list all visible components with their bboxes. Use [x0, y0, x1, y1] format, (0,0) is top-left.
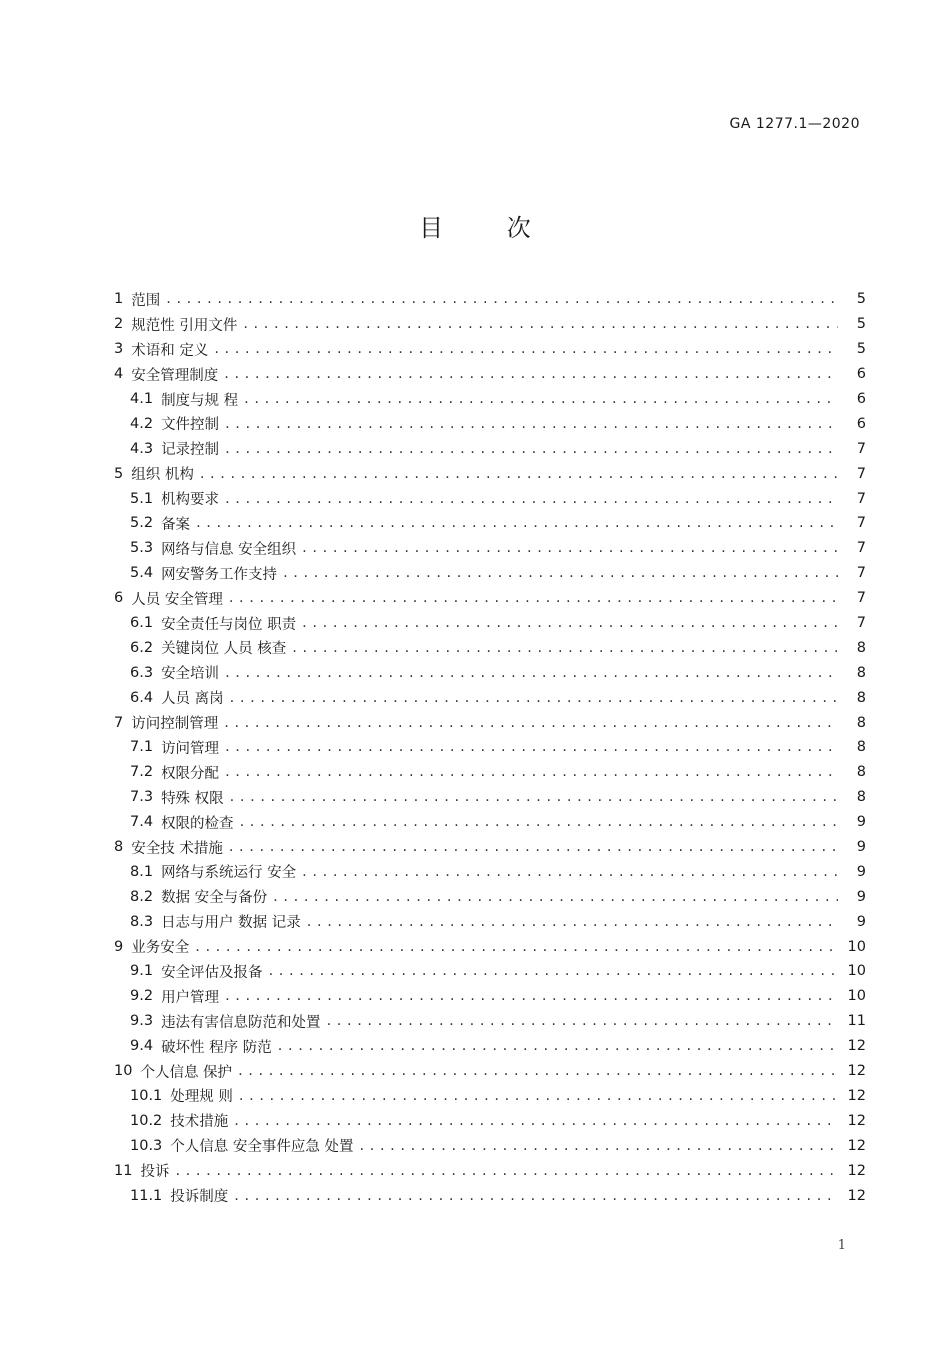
- toc-entry-number: 9.3: [130, 1013, 154, 1030]
- toc-entry-number: 4.2: [130, 415, 154, 432]
- toc-entry-title: 网安警务工作支持: [161, 566, 278, 583]
- toc-entry-title: 特殊 权限: [161, 790, 224, 807]
- dot-leader: [327, 1013, 838, 1029]
- dot-leader: [244, 391, 838, 407]
- toc-entry-number: 4.1: [130, 391, 154, 407]
- dot-leader: [175, 1163, 838, 1179]
- toc-entry-page: 7: [856, 490, 866, 507]
- toc-entry-number: 6.3: [130, 664, 154, 681]
- dot-leader: [225, 665, 838, 681]
- dot-leader: [200, 466, 838, 482]
- toc-entry-page: 8: [856, 714, 866, 731]
- toc-entry-page: 5: [856, 341, 866, 358]
- dot-leader: [239, 1088, 838, 1104]
- toc-entry-title: 权限分配: [161, 765, 220, 782]
- toc-entry-page: 8: [856, 739, 866, 756]
- dot-leader: [225, 988, 838, 1004]
- toc-entry[interactable]: [114, 337, 866, 362]
- toc-entry-page: 10: [847, 988, 866, 1005]
- toc-entry-title: 个人信息 安全事件应急 处置: [170, 1139, 354, 1156]
- toc-entry-title: 数据 安全与备份: [161, 890, 268, 907]
- toc-entry-page: 9: [856, 839, 866, 856]
- toc-entry-title: 访问控制管理: [131, 716, 219, 733]
- toc-entry-page: 7: [856, 440, 866, 457]
- toc-entry-page: 9: [856, 863, 866, 880]
- toc-entry-title: 备案: [161, 516, 191, 533]
- toc-entry-number: 9.4: [130, 1038, 154, 1055]
- toc-entry[interactable]: [114, 411, 866, 436]
- toc-entry-number: 11.1: [130, 1187, 163, 1204]
- toc-entry-title: 术语和 定义: [131, 342, 209, 359]
- toc-entry-title: 规范性 引用文件: [131, 317, 238, 334]
- toc-entry-page: 12: [847, 1087, 866, 1104]
- toc-entry-page: 12: [847, 1038, 866, 1055]
- toc-entry-number: 8.3: [130, 913, 154, 930]
- toc-entry-title: 投诉: [140, 1164, 170, 1181]
- toc-entry[interactable]: [114, 1158, 866, 1183]
- dot-leader: [302, 540, 838, 556]
- toc-entry[interactable]: [114, 1108, 866, 1133]
- dot-leader: [195, 939, 838, 955]
- toc-entry-title: 人员 离岗: [161, 691, 224, 708]
- toc-entry-page: 8: [856, 664, 866, 681]
- dot-leader: [302, 615, 838, 631]
- toc-entry[interactable]: [114, 835, 866, 860]
- toc-entry-page: 6: [856, 391, 866, 407]
- toc-entry-title: 机构要求: [161, 492, 220, 509]
- toc-entry-title: 破坏性 程序 防范: [161, 1039, 272, 1056]
- toc-entry-number: 1: [114, 291, 124, 308]
- toc-entry-title: 安全责任与岗位 职责: [161, 616, 297, 633]
- dot-leader: [234, 1188, 838, 1204]
- toc-entry-number: 10.1: [130, 1087, 163, 1104]
- toc-entry-page: 7: [856, 590, 866, 607]
- toc-entry-page: 12: [847, 1112, 866, 1129]
- toc-entry-number: 5: [114, 465, 124, 482]
- toc-entry[interactable]: [114, 561, 866, 586]
- toc-entry-page: 12: [847, 1162, 866, 1179]
- dot-leader: [360, 1138, 838, 1154]
- toc-entry-number: 5.3: [130, 540, 154, 557]
- toc-entry-number: 4.3: [130, 440, 154, 457]
- dot-leader: [234, 1113, 838, 1129]
- toc-entry[interactable]: [114, 984, 866, 1009]
- toc-entry-page: 7: [856, 565, 866, 582]
- dot-leader: [196, 515, 838, 531]
- toc-entry-number: 11: [114, 1162, 133, 1179]
- toc-entry[interactable]: [114, 934, 866, 959]
- toc-entry-number: 7: [114, 714, 124, 731]
- page-title: 目 次: [419, 214, 559, 242]
- toc-entry-title: 制度与规 程: [161, 392, 239, 409]
- toc-entry-page: 5: [856, 291, 866, 308]
- dot-leader: [229, 590, 838, 606]
- toc-entry-number: 7.4: [130, 814, 154, 831]
- toc-entry[interactable]: [114, 1009, 866, 1034]
- toc-entry-page: 9: [856, 814, 866, 831]
- toc-entry[interactable]: [114, 1059, 866, 1084]
- toc-entry-page: 12: [847, 1137, 866, 1154]
- toc-entry-number: 5.4: [130, 565, 154, 582]
- toc-entry[interactable]: [114, 486, 866, 511]
- toc-entry[interactable]: [114, 387, 866, 412]
- dot-leader: [302, 864, 838, 880]
- toc-entry[interactable]: [114, 859, 866, 884]
- toc-entry[interactable]: [114, 735, 866, 760]
- toc-entry-page: 7: [856, 540, 866, 557]
- toc-entry[interactable]: [114, 1034, 866, 1059]
- toc-entry-number: 4: [114, 366, 124, 383]
- toc-entry[interactable]: [114, 1084, 866, 1109]
- toc-entry[interactable]: [114, 710, 866, 735]
- toc-entry[interactable]: [114, 1183, 866, 1208]
- toc-entry-number: 7.1: [130, 739, 154, 756]
- toc-entry-number: 7.2: [130, 764, 154, 781]
- toc-entry-title: 投诉制度: [170, 1189, 229, 1205]
- toc-entry-title: 网络与系统运行 安全: [161, 865, 297, 882]
- toc-entry-page: 8: [856, 689, 866, 706]
- page-number: 1: [837, 1238, 846, 1253]
- toc-entry-page: 12: [847, 1187, 866, 1204]
- dot-leader: [307, 914, 838, 930]
- toc-entry[interactable]: [114, 685, 866, 710]
- toc-entry[interactable]: [114, 586, 866, 611]
- toc-entry-number: 3: [114, 341, 124, 358]
- toc-entry[interactable]: [114, 785, 866, 810]
- dot-leader: [225, 764, 838, 780]
- toc-entry[interactable]: [114, 287, 866, 312]
- toc-entry-page: 9: [856, 913, 866, 930]
- toc-entry-number: 8.1: [130, 863, 154, 880]
- toc-entry-title: 处理规 则: [170, 1089, 233, 1106]
- toc-entry-page: 8: [856, 639, 866, 656]
- toc-entry-title: 范围: [131, 292, 161, 309]
- toc-entry-title: 人员 安全管理: [131, 591, 223, 608]
- toc-entry-page: 12: [847, 1063, 866, 1080]
- toc-entry[interactable]: [114, 760, 866, 785]
- toc-entry[interactable]: [114, 635, 866, 660]
- toc-entry[interactable]: [114, 461, 866, 486]
- dot-leader: [166, 291, 838, 307]
- toc-entry-number: 9.1: [130, 963, 154, 980]
- toc-entry-number: 6.1: [130, 615, 154, 632]
- toc-entry-page: 8: [856, 764, 866, 781]
- toc-entry[interactable]: [114, 909, 866, 934]
- table-of-contents: [114, 287, 866, 1208]
- toc-entry-number: 10.2: [130, 1112, 163, 1129]
- dot-leader: [229, 839, 838, 855]
- dot-leader: [273, 889, 838, 905]
- toc-entry-page: 7: [856, 515, 866, 532]
- dot-leader: [238, 1063, 838, 1079]
- toc-entry-title: 用户管理: [161, 989, 220, 1006]
- standard-code: GA 1277.1—2020: [729, 116, 860, 132]
- toc-entry-number: 6.2: [130, 639, 154, 656]
- dot-leader: [230, 789, 838, 805]
- toc-entry-title: 关键岗位 人员 核查: [161, 641, 287, 658]
- toc-entry-title: 记录控制: [161, 442, 220, 459]
- dot-leader: [225, 416, 838, 432]
- toc-entry-title: 权限的检查: [161, 815, 234, 832]
- toc-entry[interactable]: [114, 1133, 866, 1158]
- toc-entry[interactable]: [114, 959, 866, 984]
- toc-entry-number: 8.2: [130, 888, 154, 905]
- dot-leader: [240, 814, 838, 830]
- toc-entry-number: 6: [114, 590, 124, 607]
- toc-entry-page: 7: [856, 465, 866, 482]
- toc-entry-number: 6.4: [130, 689, 154, 706]
- dot-leader: [283, 565, 838, 581]
- toc-entry-title: 访问管理: [161, 740, 220, 757]
- dot-leader: [292, 640, 838, 656]
- dot-leader: [230, 690, 838, 706]
- toc-entry-number: 10.3: [130, 1137, 163, 1154]
- toc-entry-page: 6: [856, 366, 866, 383]
- toc-entry-page: 6: [856, 415, 866, 432]
- toc-entry-number: 5.1: [130, 490, 154, 507]
- toc-entry-title: 安全管理制度: [131, 367, 219, 384]
- toc-entry-title: 技术措施: [170, 1114, 229, 1131]
- toc-entry-page: 10: [847, 963, 866, 980]
- toc-entry[interactable]: [114, 810, 866, 835]
- dot-leader: [278, 1038, 838, 1054]
- toc-entry-title: 组织 机构: [131, 467, 194, 484]
- toc-entry-page: 10: [847, 938, 866, 955]
- toc-entry[interactable]: [114, 312, 866, 337]
- toc-entry-title: 安全培训: [161, 666, 220, 683]
- toc-entry-number: 10: [114, 1063, 133, 1080]
- toc-entry-number: 5.2: [130, 515, 154, 532]
- toc-entry-page: 7: [856, 615, 866, 632]
- toc-entry[interactable]: [114, 611, 866, 636]
- toc-entry-title: 安全评估及报备: [161, 964, 263, 981]
- toc-entry-number: 8: [114, 839, 124, 856]
- toc-entry[interactable]: [114, 362, 866, 387]
- dot-leader: [243, 316, 838, 332]
- toc-entry-title: 安全技 术措施: [131, 840, 223, 857]
- toc-entry-page: 9: [856, 888, 866, 905]
- toc-entry[interactable]: [114, 511, 866, 536]
- toc-entry-page: 11: [847, 1013, 866, 1030]
- toc-entry-page: 8: [856, 789, 866, 806]
- toc-entry-page: 5: [856, 316, 866, 333]
- toc-entry-title: 网络与信息 安全组织: [161, 541, 297, 558]
- toc-entry-title: 违法有害信息防范和处置: [161, 1014, 321, 1031]
- toc-entry[interactable]: [114, 660, 866, 685]
- dot-leader: [225, 739, 838, 755]
- toc-entry-title: 文件控制: [161, 417, 220, 434]
- toc-entry-number: 2: [114, 316, 124, 333]
- toc-entry-title: 日志与用户 数据 记录: [161, 915, 301, 932]
- toc-entry-title: 业务安全: [131, 940, 190, 957]
- toc-entry-number: 9: [114, 938, 124, 955]
- dot-leader: [214, 341, 838, 357]
- dot-leader: [224, 366, 838, 382]
- dot-leader: [224, 715, 838, 731]
- dot-leader: [269, 963, 838, 979]
- dot-leader: [225, 491, 838, 507]
- dot-leader: [225, 441, 838, 457]
- toc-entry[interactable]: [114, 536, 866, 561]
- toc-entry[interactable]: [114, 884, 866, 909]
- toc-entry-title: 个人信息 保护: [140, 1064, 233, 1081]
- toc-entry[interactable]: [114, 436, 866, 461]
- toc-entry-number: 7.3: [130, 789, 154, 806]
- toc-entry-number: 9.2: [130, 988, 154, 1005]
